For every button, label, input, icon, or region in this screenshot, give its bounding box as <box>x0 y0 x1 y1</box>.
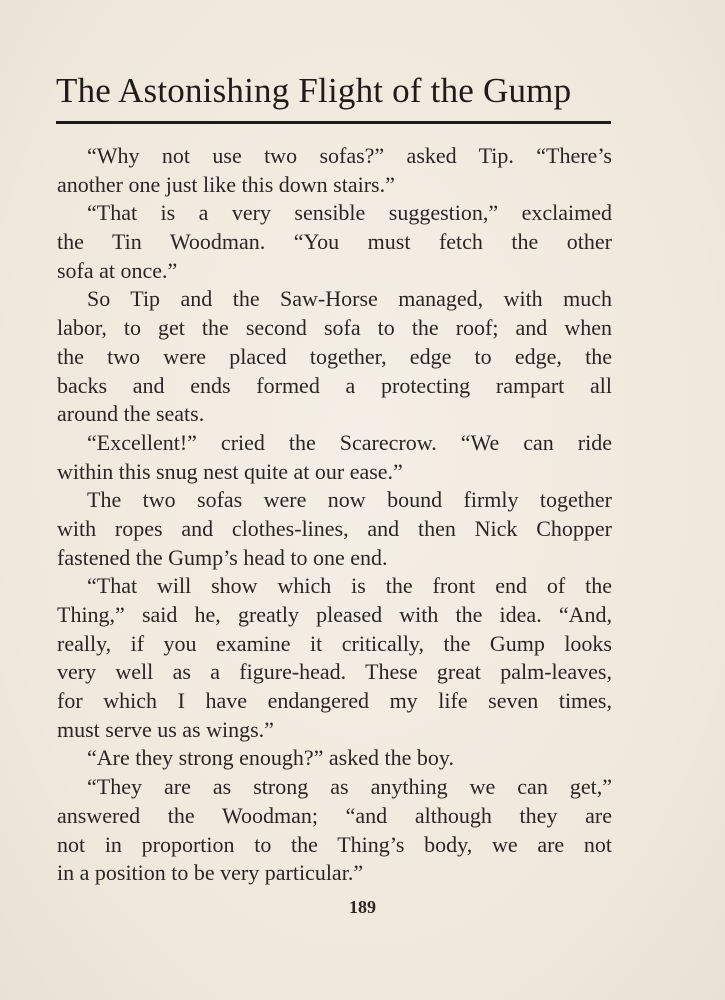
text-line: around the seats. <box>57 401 205 427</box>
heading-rule <box>56 121 611 124</box>
text-line: “That will show which is the front end of the <box>87 573 612 599</box>
page-number: 189 <box>349 897 376 917</box>
text-line: sofa at once.” <box>57 257 178 283</box>
chapter-heading: The Astonishing Flight of the Gump <box>56 71 572 110</box>
text-line: must serve us as wings.” <box>57 716 274 742</box>
text-line: really, if you examine it critically, the Gump looks <box>57 630 612 656</box>
text-line: “Why not use two sofas?” asked Tip. “There’s <box>87 143 612 168</box>
body-text <box>57 142 612 888</box>
text-line: not in proportion to the Thing’s body, we are not <box>57 831 612 857</box>
text-line: in a position to be very particular.” <box>57 860 364 886</box>
text-line: for which I have endangered my life seven times, <box>57 688 612 714</box>
text-line: “Excellent!” cried the Scarecrow. “We can ride <box>87 429 612 455</box>
text-line: very well as a figure-head. These great palm-leaves, <box>57 659 612 685</box>
text-line: fastened the Gump’s head to one end. <box>57 544 388 570</box>
text-line: backs and ends formed a protecting rampart all <box>57 372 612 398</box>
text-line: So Tip and the Saw-Horse managed, with much <box>87 286 612 312</box>
text-line: the Tin Woodman. “You must fetch the other <box>57 229 612 255</box>
text-line: The two sofas were now bound firmly together <box>87 487 612 513</box>
text-line: answered the Woodman; “and although they are <box>57 802 612 828</box>
text-line: “Are they strong enough?” asked the boy. <box>87 745 454 771</box>
text-line: “That is a very sensible suggestion,” exclaimed <box>87 200 612 226</box>
text-line: with ropes and clothes-lines, and then Nick Chopper <box>57 515 612 541</box>
text-line: another one just like this down stairs.” <box>57 171 395 197</box>
text-line: the two were placed together, edge to edge, the <box>57 343 612 369</box>
text-line: Thing,” said he, greatly pleased with the idea. “And, <box>57 602 612 627</box>
text-line: within this snug nest quite at our ease.” <box>57 458 403 484</box>
text-line: “They are as strong as anything we can get,” <box>87 774 612 800</box>
text-line: labor, to get the second sofa to the roof; and when <box>57 315 612 341</box>
